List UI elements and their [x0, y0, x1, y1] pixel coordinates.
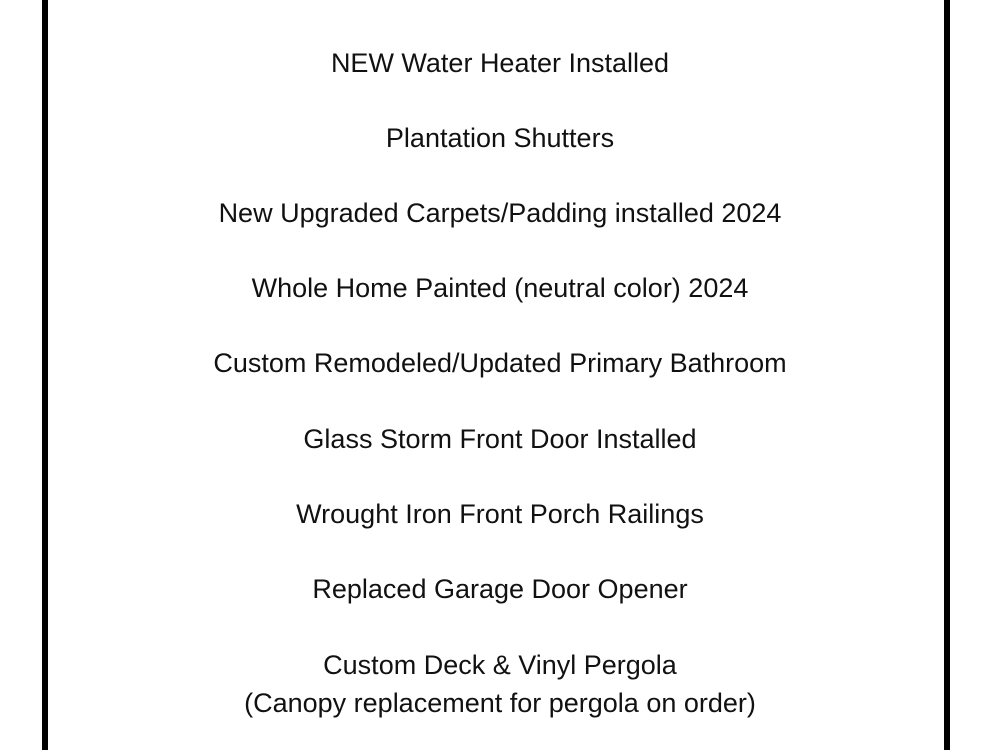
list-item-carpets — [0, 194, 1000, 232]
list-item-water-heater — [0, 44, 1000, 82]
list-item-text: Custom Remodeled/Updated Primary Bathroom — [213, 348, 787, 378]
list-item-plantation-shutters — [0, 119, 1000, 157]
list-item-bathroom — [0, 344, 1000, 382]
list-item-painted — [0, 269, 1000, 307]
list-item-storm-door — [0, 420, 1000, 458]
list-item-porch-railings — [0, 495, 1000, 533]
list-item-text: Replaced Garage Door Opener — [312, 574, 688, 604]
list-item-text: Wrought Iron Front Porch Railings — [296, 499, 704, 529]
list-item-text: Plantation Shutters — [385, 123, 615, 153]
list-item-subtext: (Canopy replacement for pergola on order) — [244, 688, 756, 718]
list-item-text: New Upgraded Carpets/Padding installed 2024 — [218, 198, 782, 228]
list-item-text: NEW Water Heater Installed — [330, 48, 670, 78]
list-item-text: Glass Storm Front Door Installed — [303, 424, 697, 454]
list-item-garage-opener — [0, 570, 1000, 608]
list-item-text: Custom Deck & Vinyl Pergola — [323, 650, 677, 680]
list-item-deck-pergola — [0, 646, 1000, 722]
list-item-text: Whole Home Painted (neutral color) 2024 — [251, 273, 749, 303]
